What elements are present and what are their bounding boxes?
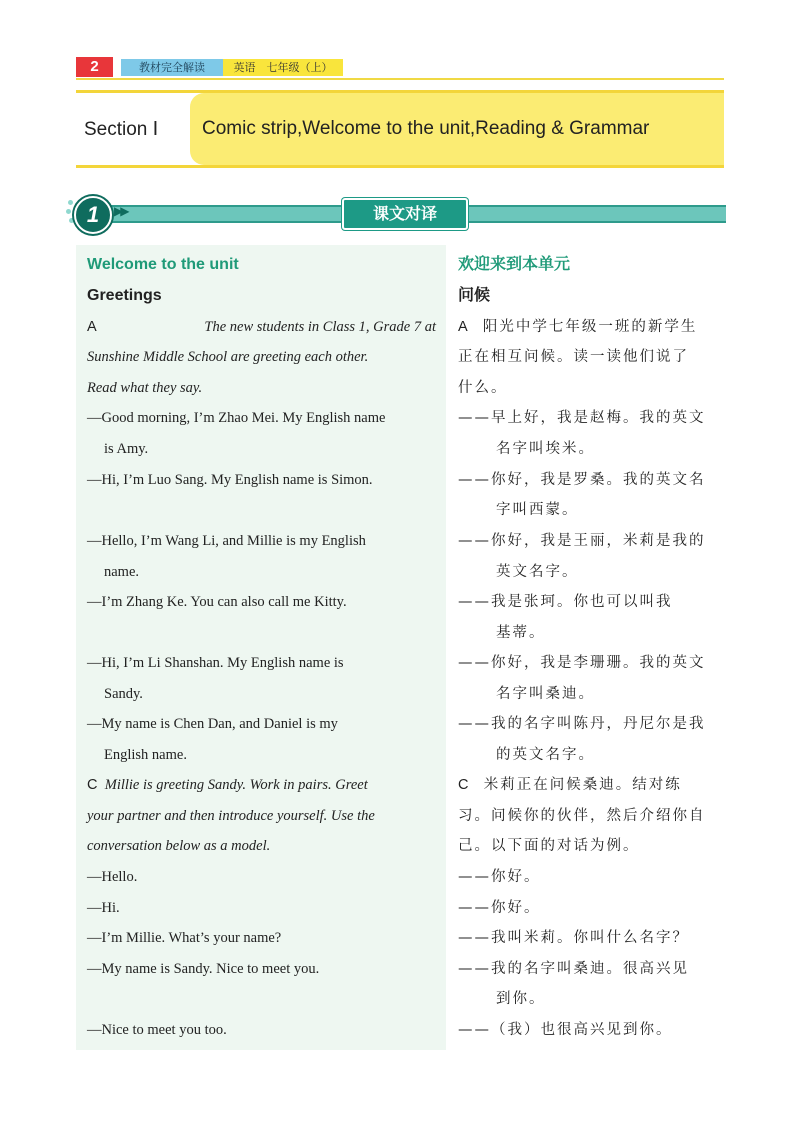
chinese-subheading: 问候 [458,287,491,304]
english-d5-line2: Sandy. [104,686,143,702]
chinese-c-line1 [458,775,682,795]
chinese-e4-line2: 到你。 [496,991,546,1007]
english-d3-line1: —Hello, I’m Wang Li, and Millie is my English [87,533,366,549]
section-number-badge: 1 [74,196,112,234]
page-header [0,57,800,79]
chinese-e5: ——（我）也很高兴见到你。 [458,1022,673,1038]
section-title: Comic strip,Welcome to the unit,Reading & Grammar [202,118,650,139]
chinese-a-line3: 什么。 [458,380,508,396]
chinese-c-line2: 习。问候你的伙伴，然后介绍你自 [458,808,706,824]
english-column [76,245,446,1050]
book-title: 教材完全解读 [121,59,223,76]
section-label-box [76,93,190,165]
chinese-e3: ——我叫米莉。你叫什么名字？ [458,930,689,946]
chinese-d1-line1: ——早上好，我是赵梅。我的英文 [458,410,706,426]
chinese-a-marker: A [458,319,470,335]
english-c-line1 [87,775,368,795]
chinese-d4-line1: ——我是张珂。你也可以叫我 [458,594,673,610]
chinese-a-text1: 阳光中学七年级一班的新学生 [482,319,698,335]
english-d3-line2: name. [104,564,140,580]
double-arrow-icon: ▶▶ [114,204,127,218]
chinese-c-line3: 己。以下面的对话为例。 [458,838,640,854]
english-e3: —I’m Millie. What’s your name? [87,930,282,946]
english-d1-line1: —Good morning, I’m Zhao Mei. My English name [87,410,386,426]
english-c-line3: conversation below as a model. [87,838,271,854]
section-bar [66,196,726,236]
chinese-d6-line1: ——我的名字叫陈丹，丹尼尔是我 [458,716,706,732]
english-a-marker: A [87,319,97,335]
chinese-d4-line2: 基蒂。 [496,625,546,641]
english-e4: —My name is Sandy. Nice to meet you. [87,961,320,977]
section-label: Section Ⅰ [84,119,159,140]
english-a-line1 [87,317,436,337]
english-d6-line1: —My name is Chen Dan, and Daniel is my [87,716,338,732]
chinese-e1: ——你好。 [458,869,541,885]
chinese-a-line2: 正在相互问候。读一读他们说了 [458,349,689,365]
header-divider [76,78,724,80]
chinese-c-text1: 米莉正在问候桑迪。结对练 [483,777,682,793]
chinese-d1-line2: 名字叫埃米。 [496,441,595,457]
english-e2: —Hi. [87,900,120,916]
english-d5-line1: —Hi, I’m Li Shanshan. My English name is [87,655,344,671]
chinese-c-marker: C [458,777,471,793]
english-subheading: Greetings [87,287,162,304]
english-heading: Welcome to the unit [87,256,239,273]
chinese-d3-line2: 英文名字。 [496,564,579,580]
english-c-line2: your partner and then introduce yourself. Use the [87,808,375,824]
english-d4-line1: —I’m Zhang Ke. You can also call me Kitty. [87,594,347,610]
english-a-line3: Read what they say. [87,380,203,396]
english-c-marker: C [87,777,98,793]
english-a-line2: Sunshine Middle School are greeting each other. [87,349,369,365]
chinese-d6-line2: 的英文名字。 [496,747,595,763]
english-d6-line2: English name. [104,747,187,763]
subject-label: 英语 七年级（上） [223,59,343,76]
english-a-text1: The new students in Class 1, Grade 7 at [204,319,436,335]
english-d2-line1: —Hi, I’m Luo Sang. My English name is Simon. [87,472,373,488]
section-title-box [190,93,724,165]
chinese-d5-line2: 名字叫桑迪。 [496,686,595,702]
chinese-e4-line1: ——我的名字叫桑迪。很高兴见 [458,961,689,977]
page-number: 2 [76,57,113,77]
chinese-d2-line2: 字叫西蒙。 [496,502,579,518]
chinese-d2-line1: ——你好，我是罗桑。我的英文名 [458,472,706,488]
english-e1: —Hello. [87,869,138,885]
section-banner [76,90,724,168]
english-d1-line2: is Amy. [104,441,149,457]
english-c-text1: Millie is greeting Sandy. Work in pairs. Greet [104,777,368,793]
section-bar-title: 课文对译 [342,198,468,230]
chinese-d3-line1: ——你好，我是王丽，米莉是我的 [458,533,706,549]
chinese-heading: 欢迎来到本单元 [458,256,571,273]
chinese-a-line1 [458,317,697,337]
english-e5: —Nice to meet you too. [87,1022,227,1038]
chinese-d5-line1: ——你好，我是李珊珊。我的英文 [458,655,706,671]
chinese-column [446,245,726,1050]
chinese-e2: ——你好。 [458,900,541,916]
